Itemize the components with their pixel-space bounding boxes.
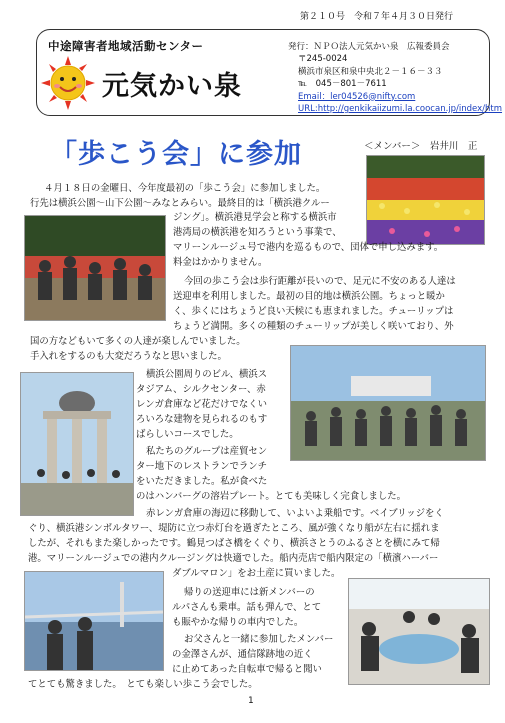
sun-logo-icon xyxy=(40,55,96,111)
paragraph-line: のはハンバーグの溶岩プレート。とても美味しく完食しました。 xyxy=(136,491,406,502)
paragraph-line: 料金はかかりません。 xyxy=(173,257,268,268)
paragraph-line: レンガ倉庫など花だけでなくい xyxy=(136,399,268,410)
postal-code: 〒245-0024 xyxy=(298,54,348,65)
paragraph-line: したが、それもまた楽しかったです。鶴見つばさ橋をくぐり、横浜さとうのふるさとを横にみて帰 xyxy=(28,538,440,549)
group-photo-park xyxy=(24,215,166,321)
tulip-field-photo xyxy=(366,155,485,245)
paragraph-line: 赤レンガ倉庫の海辺に移動して、いよいよ乗船です。ベイブリッジをく xyxy=(146,508,444,519)
publisher-line: 発行：ＮＰＯ法人元気かい泉 広報委員会 xyxy=(288,42,450,52)
publisher-info xyxy=(288,41,502,115)
paragraph-line: 手入れをするのも大変だろうなと思いました。 xyxy=(30,351,227,362)
group-photo-pier xyxy=(290,345,486,461)
paragraph-line: 今回の歩こう会は歩行距離が長いので、足元に不安のある人達は xyxy=(184,276,456,287)
paragraph-line: に止めてあった自転車で帰ると聞い xyxy=(172,664,322,675)
paragraph-line: ダブルマロン」をお土産に買いました。 xyxy=(172,568,341,579)
paragraph-line: 国の方などもいて多くの人達が楽しんでいました。 xyxy=(30,336,246,347)
paragraph-line: 行先は横浜公園～山下公園～みなとみらい。最終目的は「横浜港クルー xyxy=(30,198,330,209)
page-number: 1 xyxy=(248,696,254,706)
paragraph-line: ジング」。横浜港見学会と称する横浜市 xyxy=(173,212,337,223)
bay-bridge-photo xyxy=(24,571,164,671)
paragraph-line: お父さんと一緒に参加したメンバー xyxy=(184,634,334,645)
url-link[interactable]: URL:http://genkikaiizumi.la.coocan.jp/index/htm xyxy=(298,104,503,115)
paragraph-line: ター地下のレストランでランチ xyxy=(136,461,267,472)
paragraph-line: ルパさんも乗車。話も弾んで、とて xyxy=(172,602,322,613)
paragraph-line: 横浜公園周りのビル、横浜ス xyxy=(146,369,268,380)
paragraph-line: 私たちのグループは産貿セン xyxy=(146,446,268,457)
member-byline: ＜メンバー＞ 岩井川 正 xyxy=(364,141,478,152)
logo-title: 元気かい泉 xyxy=(102,71,242,102)
paragraph-line: マリーンルージュ号で港内を巡るもので、団体で申し込みます。 xyxy=(173,242,444,253)
restaurant-photo xyxy=(348,578,490,685)
paragraph-line: も賑やかな帰りの車内でした。 xyxy=(172,617,304,628)
paragraph-line: ろいろな建物を見られるのもす xyxy=(136,414,268,425)
paragraph-line: の金澤さんが、通信隊跡地の近く xyxy=(172,649,313,660)
paragraph-line: 港湾局の横浜港を知ろうという事業で、 xyxy=(173,227,342,238)
paragraph-line: く、歩くにはちょうど良い天候にも恵まれました。チューリップは xyxy=(173,306,454,317)
paragraph-line: 送迎車を利用しました。最初の目的地は横浜公園。ちょっと暖か xyxy=(173,291,445,302)
org-name: 中途障害者地域活動センター xyxy=(48,39,204,53)
paragraph-line: をいただきました。私が食べた xyxy=(136,476,268,487)
gazebo-photo xyxy=(20,372,134,516)
paragraph-line: ちょうど満開。多くの種類のチューリップが美しく咲いており、外 xyxy=(173,321,454,332)
paragraph-line: ばらしいコースでした。 xyxy=(136,429,239,440)
paragraph-line: ぐり、横浜港シンボルタワー、堤防に立つ赤灯台を過ぎたところ、風が強くなり船が左右に揺れま xyxy=(28,523,440,534)
paragraph-line: 港。マリーンルージュでの港内クルージングは快適でした。船内売店で船内限定の「横濱ハーバー xyxy=(28,553,439,564)
paragraph-line: ４月１８日の金曜日、今年度最初の「歩こう会」に参加しました。 xyxy=(44,183,326,194)
telephone: ℡ 045－801－7611 xyxy=(298,79,387,90)
address: 横浜市泉区和泉中央北２－１６－３３ xyxy=(298,66,443,77)
paragraph-line: てとても驚きました。 とても楽しい歩こう会でした。 xyxy=(28,679,258,690)
paragraph-line: タジアム、シルクセンター、赤 xyxy=(136,384,266,395)
email-link[interactable]: Email：ler04526@nifty.com xyxy=(298,91,416,102)
issue-line: 第２１０号 令和７年４月３０日発行 xyxy=(300,12,454,22)
article-title: 「歩こう会」に参加 xyxy=(50,139,302,170)
paragraph-line: 帰りの送迎車には新メンバーの xyxy=(184,587,315,598)
